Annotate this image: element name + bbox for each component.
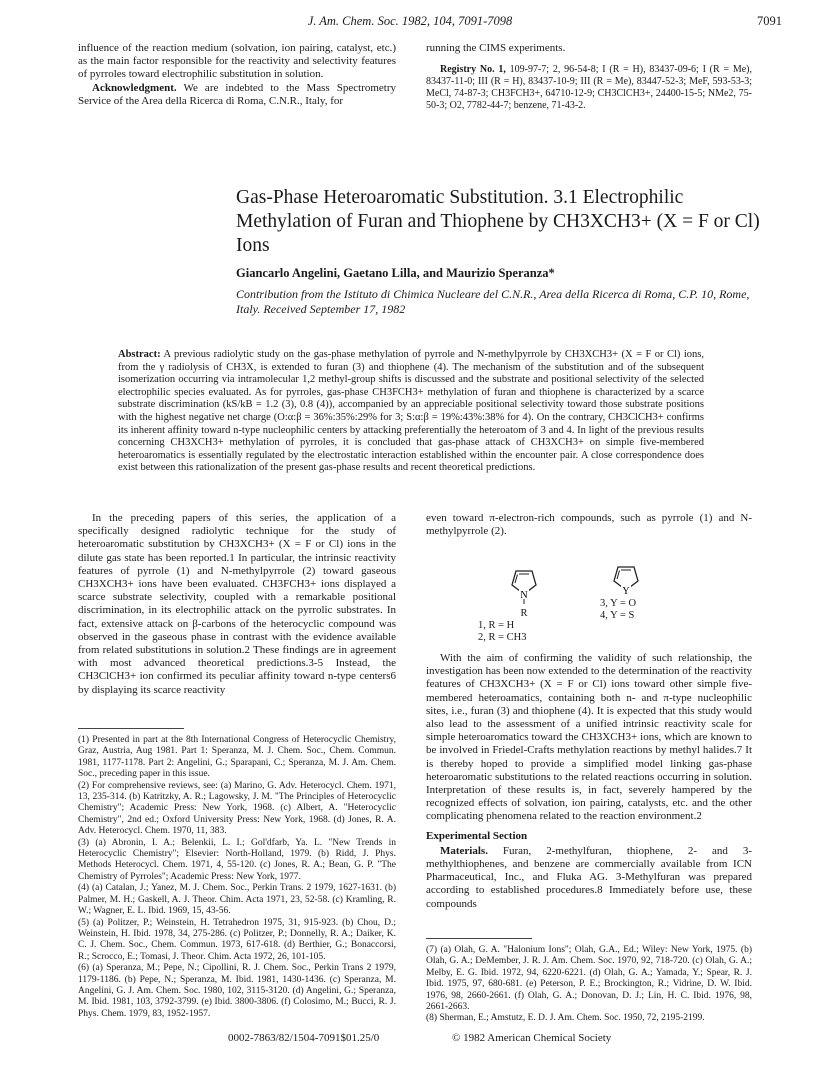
ack-text: We are indebted to the Mass Spectrometry Service of the Area della Ricerca di Roma, C.N.R., Italy, for bbox=[78, 81, 396, 107]
registry-text: 109-97-7; 2, 96-54-8; I (R = H), 83437-09-6; I (R = Me), 83437-11-0; III (R = H), 83437-10-9; III (R = Me), 83447-52-3; MeF, 593-53-3; MeCl, 74-87-3; CH3FCH3+, 64710-12-9; CH3ClCH3+, 24400-15-5; NMe2, 75-50-3; O2, 7782-44-7; benzene, 71-43-2. bbox=[426, 64, 753, 112]
pyrrole-structure bbox=[500, 558, 548, 620]
heterocycle-ring-icon bbox=[602, 556, 650, 596]
article-title: Gas-Phase Heteroaromatic Substitution. 3.1 Electrophilic Methylation of Furan and Thiophene by CH3XCH3+ (X = F or Cl) Ions bbox=[236, 187, 760, 256]
materials-heading: Materials. bbox=[440, 844, 488, 857]
intro-paragraph: In the preceding papers of this series, the application of a specifically designed radiolytic technique for the study of heteroaromatic substitution by CH3XCH3+ (X = F or Cl) ions in the dilute gas state has been reported.1 In particular, the intrinsic reactivity features of pyrrole (1) and N-methylpyrrole (2) toward gaseous CH3XCH3+ ions have been evaluated. CH3FCH3+ ions displayed a scarce substrate selectivity, coupled with a remarkable positional discrimination, in its electrophilic attack on the pyrrolic substrates. In fact, extensive attack on β-carbons of the heterocyclic compound was observed in the gaseous phase in contrast with the evidence available from related substitutions in solution.2 These findings are in agreement with most advanced theoretical predictions.3-5 Instead, the CH3ClCH3+ ion confirmed its peculiar affinity toward n-type centers6 by displaying its scarce reactivity bbox=[78, 512, 396, 696]
footnotes-right bbox=[426, 938, 752, 1025]
prev-article-continued: running the CIMS experiments. bbox=[426, 42, 566, 54]
aim-paragraph: With the aim of confirming the validity of such relationship, the investigation has been now extended to the determination of the reactivity features of CH3XCH3+ (X = F or Cl) ions toward other simple five-membered heteroamatics, containing both n- and π-type nucleophilic sites, i.e., furan (3) and thiophene (4). It is expected that this study would also lead to the assessment of a unified intrinsic reactivity scale for simple heteroaromatics toward the CH3XCH3+ ions, which are known to be involved in Friedel-Crafts methylation reactions by methyl halides.7 It is thereby hoped to provide a simplified model linking gas-phase heteroaromatic substitutions to the related reactions occurring in solution. Interpretation of these results is, in fact, severely hampered by the recognized effects of solvation, ion pairing, catalysts, etc. and the other complicating phenomena related to the reaction environment.2 bbox=[426, 652, 752, 823]
ack-heading: Acknowledgment. bbox=[92, 81, 177, 94]
registry-heading: Registry No. 1, bbox=[440, 64, 506, 76]
article-authors: Giancarlo Angelini, Gaetano Lilla, and Maurizio Speranza* bbox=[236, 266, 555, 280]
footnote-7: (7) (a) Olah, G. A. "Halonium Ions"; Olah, G.A., Ed.; Wiley: New York, 1975. (b) Olah, G. A.; DeMember, J. R. J. Am. Chem. Soc. 1970, 92, 718-720. (c) Olah, G. A.; Melby, E. G. Ibid. 1972, 94, 6220-6221. (d) Olah, G. A.; Yamada, Y.; Spear, R. J. Ibid. 1975, 97, 680-681. (e) Peterson, P. E.; Brockington, R.; Vidrine, D. W. Ibid. 1976, 98, 2660-2661. (f) Olah, G. A.; Donovan, D. J.; Lin, H. C. Ibid. 1976, 98, 2661-2663. bbox=[426, 945, 752, 1013]
pyrrole-atom: N bbox=[520, 590, 528, 601]
heterocycle-atom: Y bbox=[622, 586, 630, 596]
body-right-continued bbox=[426, 652, 752, 911]
footnotes-left bbox=[78, 728, 396, 1020]
structure-4-label: 4, Y = S bbox=[600, 610, 635, 621]
journal-citation: J. Am. Chem. Soc. 1982, 104, 7091-7098 bbox=[307, 14, 513, 28]
pyrrole-ring-icon bbox=[500, 558, 548, 606]
structure-2-label: 2, R = CH3 bbox=[478, 632, 527, 643]
pyrrole-substituent: R bbox=[520, 608, 528, 619]
footnote-4: (4) (a) Catalan, J.; Yanez, M. J. Chem. Soc., Perkin Trans. 2 1979, 1627-1631. (b) Palmer, M. H.; Gaskell, A. J. Theor. Chim. Acta 1971, 23, 52-58. (c) Kramling, R. W.; Wagner, E. L. Ibid. 1969, 15, 43-56. bbox=[78, 883, 396, 917]
page-number: 7091 bbox=[757, 14, 782, 28]
prev-article-left bbox=[78, 42, 396, 108]
footnote-rule-right bbox=[426, 938, 532, 939]
abstract-text: A previous radiolytic study on the gas-phase methylation of pyrrole and N-methylpyrrole by CH3XCH3+ (X = F or Cl) ions, from the γ radiolysis of CH3X, is extended to furan (3) and thiophene (4). The mechanism of the substitution and of the subsequent isomerization occurring via intramolecular 1,2 methyl-group shifts is discussed and the substrate and positional selectivity of the selected electrophilic species evaluated. As for pyrroles, gas-phase CH3FCH3+ methylation of furan and thiophene is characterized by a scarce substrate discrimination (kS/kB = 1.2 (3), 0.8 (4)), accompanied by an appreciable positional selectivity toward those substrate positions with the highest negative net charge (O:α:β = 36%:35%:29% for 3; S:α:β = 19%:43%:38% for 4). On the contrary, CH3ClCH3+ confirms its inherent affinity toward n-type nucleophilic centers by attacking preferentially the heteroatom of 3 and 4. In light of the previous results concerning CH3XCH3+ methylation of pyrroles, it is concluded that gas-phase attack of CH3XCH3+ on simple five-membered heteroaromatics is essentially regulated by the electrostatic interaction established within the encounter pair. A close correspondence does exist between this rationalization of the present gas-phase results and recent theoretical predictions. bbox=[118, 349, 704, 474]
footnote-5: (5) (a) Politzer, P.; Weinstein, H. Tetrahedron 1975, 31, 915-923. (b) Chou, D.; Weinstein, H. Ibid. 1978, 34, 275-286. (c) Politzer, P.; Donnelly, R. A.; Daiker, K. C. J. Chem. Soc., Chem. Commun. 1973, 617-618. (d) Berthier, G.; Bonaccorsi, R.; Scrocco, E.; Tomasi, J. Theor. Chim. Acta 1972, 26, 101-105. bbox=[78, 917, 396, 962]
abstract-heading: Abstract: bbox=[118, 349, 161, 360]
footnote-3: (3) (a) Abronin, I. A.; Belenkii, L. I.; Gol'dfarb, Ya. L. "New Trends in Heterocyclic Chemistry"; Elsevier: North-Holland, 1979. (b) Ridd, J. Phys. Methods Heterocycl. Chem. 1971, 4, 55-120. (c) Jones, R. A.; Bean, G. P. "The Chemistry of Pyrroles"; Academic Press: New York, 1977. bbox=[78, 837, 396, 882]
body-right-column bbox=[426, 512, 752, 538]
prev-article-right bbox=[426, 42, 752, 112]
structure-3-label: 3, Y = O bbox=[600, 598, 637, 609]
furan-thiophene-structure bbox=[602, 556, 650, 596]
footnote-rule bbox=[78, 728, 184, 729]
abstract bbox=[118, 349, 704, 475]
structure-1-label: 1, R = H bbox=[478, 620, 515, 631]
article-affiliation: Contribution from the Istituto di Chimica Nucleare del C.N.R., Area della Ricerca di Roma, C.P. 10, Rome, Italy. Received September 17, 1982 bbox=[236, 287, 750, 316]
footnote-1: (1) Presented in part at the 8th International Congress of Heterocyclic Chemistry, Graz, Austria, Aug 1981. Part 1: Speranza, M. J. Chem. Soc., Chem. Commun. 1981, 1177-1178. Part 2: Angelini, G.; Sparapani, C.; Speranza, M. J. Am. Chem. Soc., preceding paper in this issue. bbox=[78, 735, 396, 780]
section-heading: Experimental Section bbox=[426, 829, 528, 842]
acknowledgment bbox=[78, 82, 396, 108]
prev-article-text: influence of the reaction medium (solvation, ion pairing, catalyst, etc.) as the main factor responsible for the reactivity and selectivity features of pyrroles toward electrophilic substitution in solution. bbox=[78, 42, 396, 81]
intro-continued: even toward π-electron-rich compounds, such as pyrrole (1) and N-methylpyrrole (2). bbox=[426, 512, 752, 538]
footnote-8: (8) Sherman, E.; Amstutz, E. D. J. Am. Chem. Soc. 1950, 72, 2195-2199. bbox=[426, 1013, 705, 1024]
materials-text: Furan, 2-methylfuran, thiophene, 2- and 3-methylthiophenes, and benzene are commercially available from ICN Pharmaceutical, Inc., and Fluka AG. 3-Methylfuran was prepared according to established procedures.8 Immediately before use, these compounds bbox=[426, 844, 752, 910]
footnote-6: (6) (a) Speranza, M.; Pepe, N.; Cipollini, R. J. Chem. Soc., Perkin Trans 2 1979, 1179-1186. (b) Pepe, N.; Speranza, M. Ibid. 1981, 1430-1436. (c) Speranza, M. Angelini, G. J. Am. Chem. Soc. 1980, 102, 3115-3120. (d) Angelini, G.; Speranza, M. Ibid. 1981, 103, 3792-3799. (e) Ibid. 3800-3806. (f) Colosimo, M.; Bucci, R. J. Phys. Chem. 1979, 83, 1952-1957. bbox=[78, 963, 396, 1019]
footer-copyright: © 1982 American Chemical Society bbox=[452, 1032, 612, 1044]
running-header bbox=[0, 14, 820, 34]
materials-paragraph bbox=[426, 845, 752, 911]
body-left-column bbox=[78, 512, 396, 697]
registry-numbers bbox=[426, 64, 752, 112]
footer-code: 0002-7863/82/1504-7091$01.25/0 bbox=[228, 1032, 380, 1044]
footnote-2: (2) For comprehensive reviews, see: (a) Marino, G. Adv. Heterocycl. Chem. 1971, 13, 235-314. (b) Katritzky, A. R.; Lagowsky, J. M. "The Principles of Heterocyclic Chemistry"; Academic Press: New York, 1968. (c) Albert, A. "Heterocyclic Chemistry", 2nd ed.; Oxford University Press: New York, 1968. (d) Jones, R. A. Adv. Heterocycl. Chem. 1970, 11, 383. bbox=[78, 780, 396, 837]
